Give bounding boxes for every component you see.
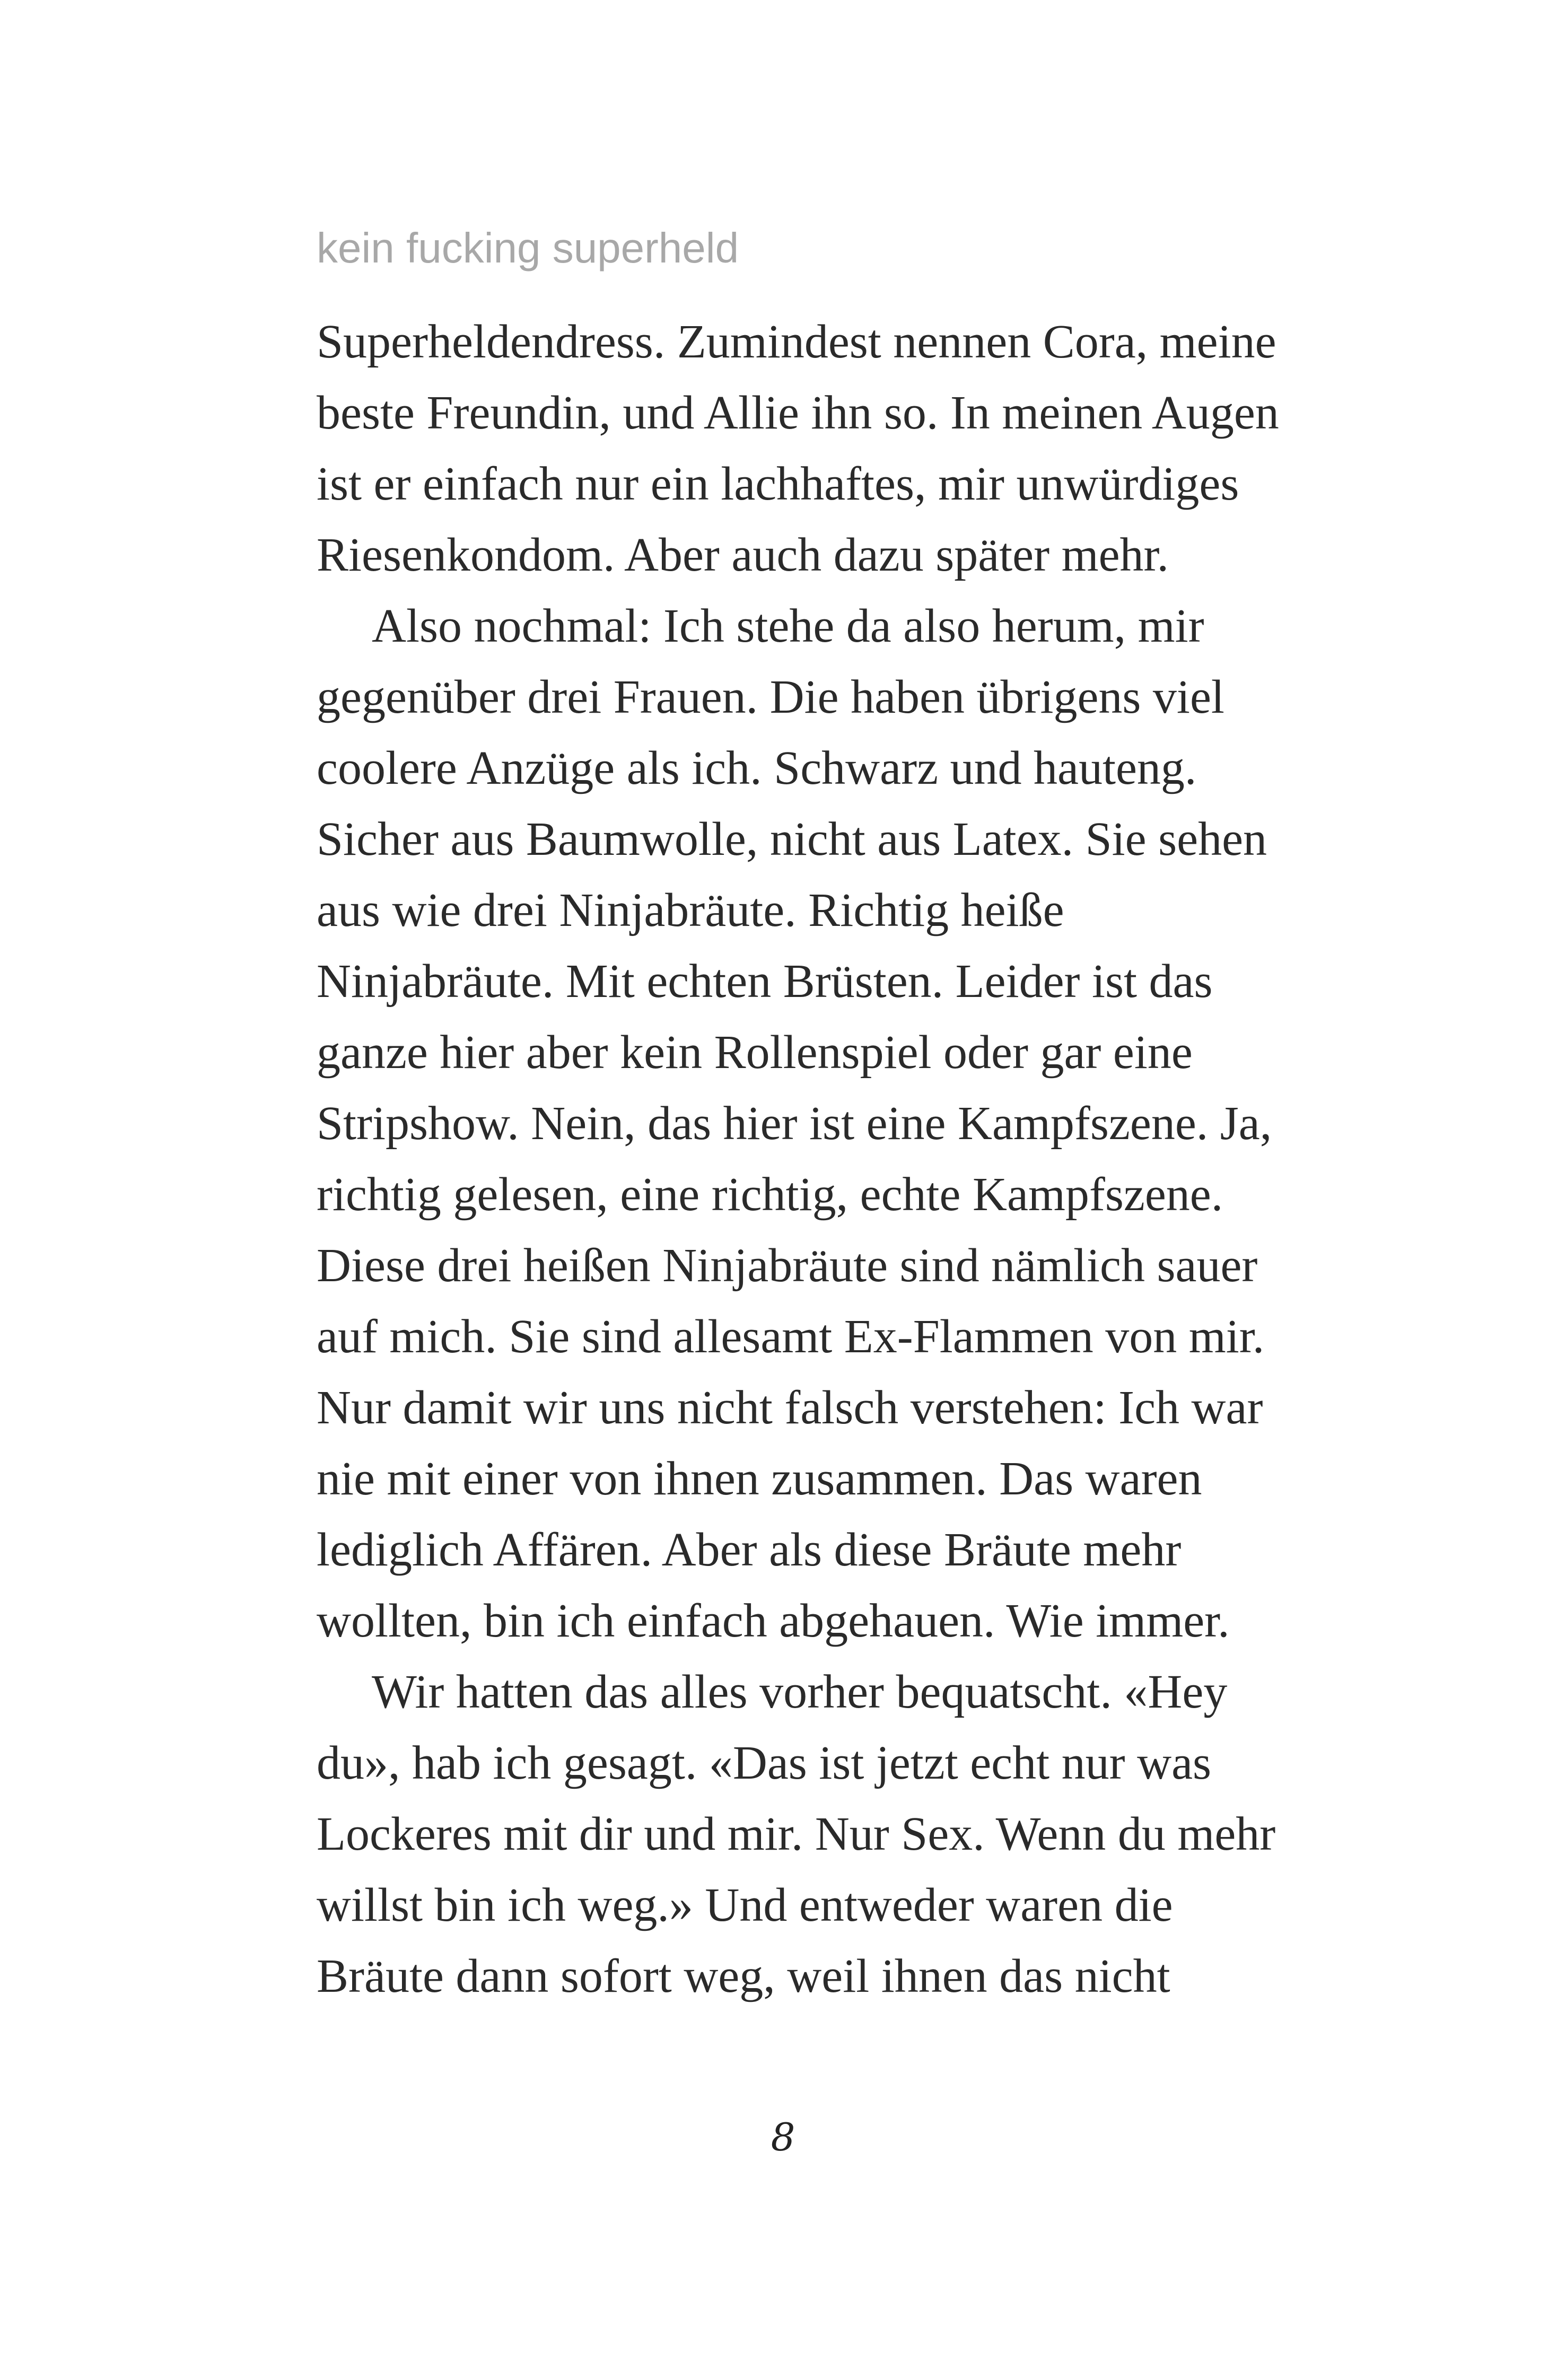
text-line: beste Freundin, und Allie ihn so. In meinen Augen bbox=[317, 387, 1279, 439]
text-line: Nur damit wir uns nicht falsch verstehen: Ich war bbox=[317, 1381, 1263, 1434]
text-line: willst bin ich weg.» Und entweder waren die bbox=[317, 1879, 1173, 1931]
text-line: Stripshow. Nein, das hier ist eine Kampfszene. Ja, bbox=[317, 1097, 1272, 1150]
page-number: 8 bbox=[771, 2115, 795, 2159]
text-line: Superheldendress. Zumindest nennen Cora, meine bbox=[317, 316, 1276, 368]
text-line: Ninjabräute. Mit echten Brüsten. Leider ist das bbox=[317, 955, 1213, 1008]
text-line: ist er einfach nur ein lachhaftes, mir unwürdiges bbox=[317, 458, 1239, 510]
text-line: Sicher aus Baumwolle, nicht aus Latex. Sie sehen bbox=[317, 813, 1267, 865]
text-line: wollten, bin ich einfach abgehauen. Wie immer. bbox=[317, 1595, 1230, 1647]
text-line: aus wie drei Ninjabräute. Richtig heiße bbox=[317, 884, 1064, 937]
text-line-paragraph-start: Also nochmal: Ich stehe da also herum, mir bbox=[372, 600, 1204, 652]
text-line: nie mit einer von ihnen zusammen. Das waren bbox=[317, 1452, 1202, 1505]
text-line: auf mich. Sie sind allesamt Ex-Flammen von mir. bbox=[317, 1310, 1265, 1363]
text-line: Diese drei heißen Ninjabräute sind nämlich sauer bbox=[317, 1239, 1258, 1292]
text-line: gegenüber drei Frauen. Die haben übrigens viel bbox=[317, 671, 1224, 723]
text-line: lediglich Affären. Aber als diese Bräute mehr bbox=[317, 1524, 1182, 1576]
text-line: du», hab ich gesagt. «Das ist jetzt echt nur was bbox=[317, 1737, 1212, 1789]
text-line: Lockeres mit dir und mir. Nur Sex. Wenn du mehr bbox=[317, 1808, 1276, 1860]
running-head: kein fucking superheld bbox=[317, 224, 739, 272]
text-line: richtig gelesen, eine richtig, echte Kampfszene. bbox=[317, 1168, 1223, 1221]
text-line: coolere Anzüge als ich. Schwarz und hauteng. bbox=[317, 742, 1197, 794]
text-line-paragraph-start: Wir hatten das alles vorher bequatscht. «Hey bbox=[372, 1666, 1228, 1718]
text-line: ganze hier aber kein Rollenspiel oder gar eine bbox=[317, 1026, 1193, 1079]
text-line: Bräute dann sofort weg, weil ihnen das nicht bbox=[317, 1950, 1170, 2002]
body-text bbox=[317, 307, 1409, 2012]
text-line: Riesenkondom. Aber auch dazu später mehr. bbox=[317, 529, 1169, 581]
